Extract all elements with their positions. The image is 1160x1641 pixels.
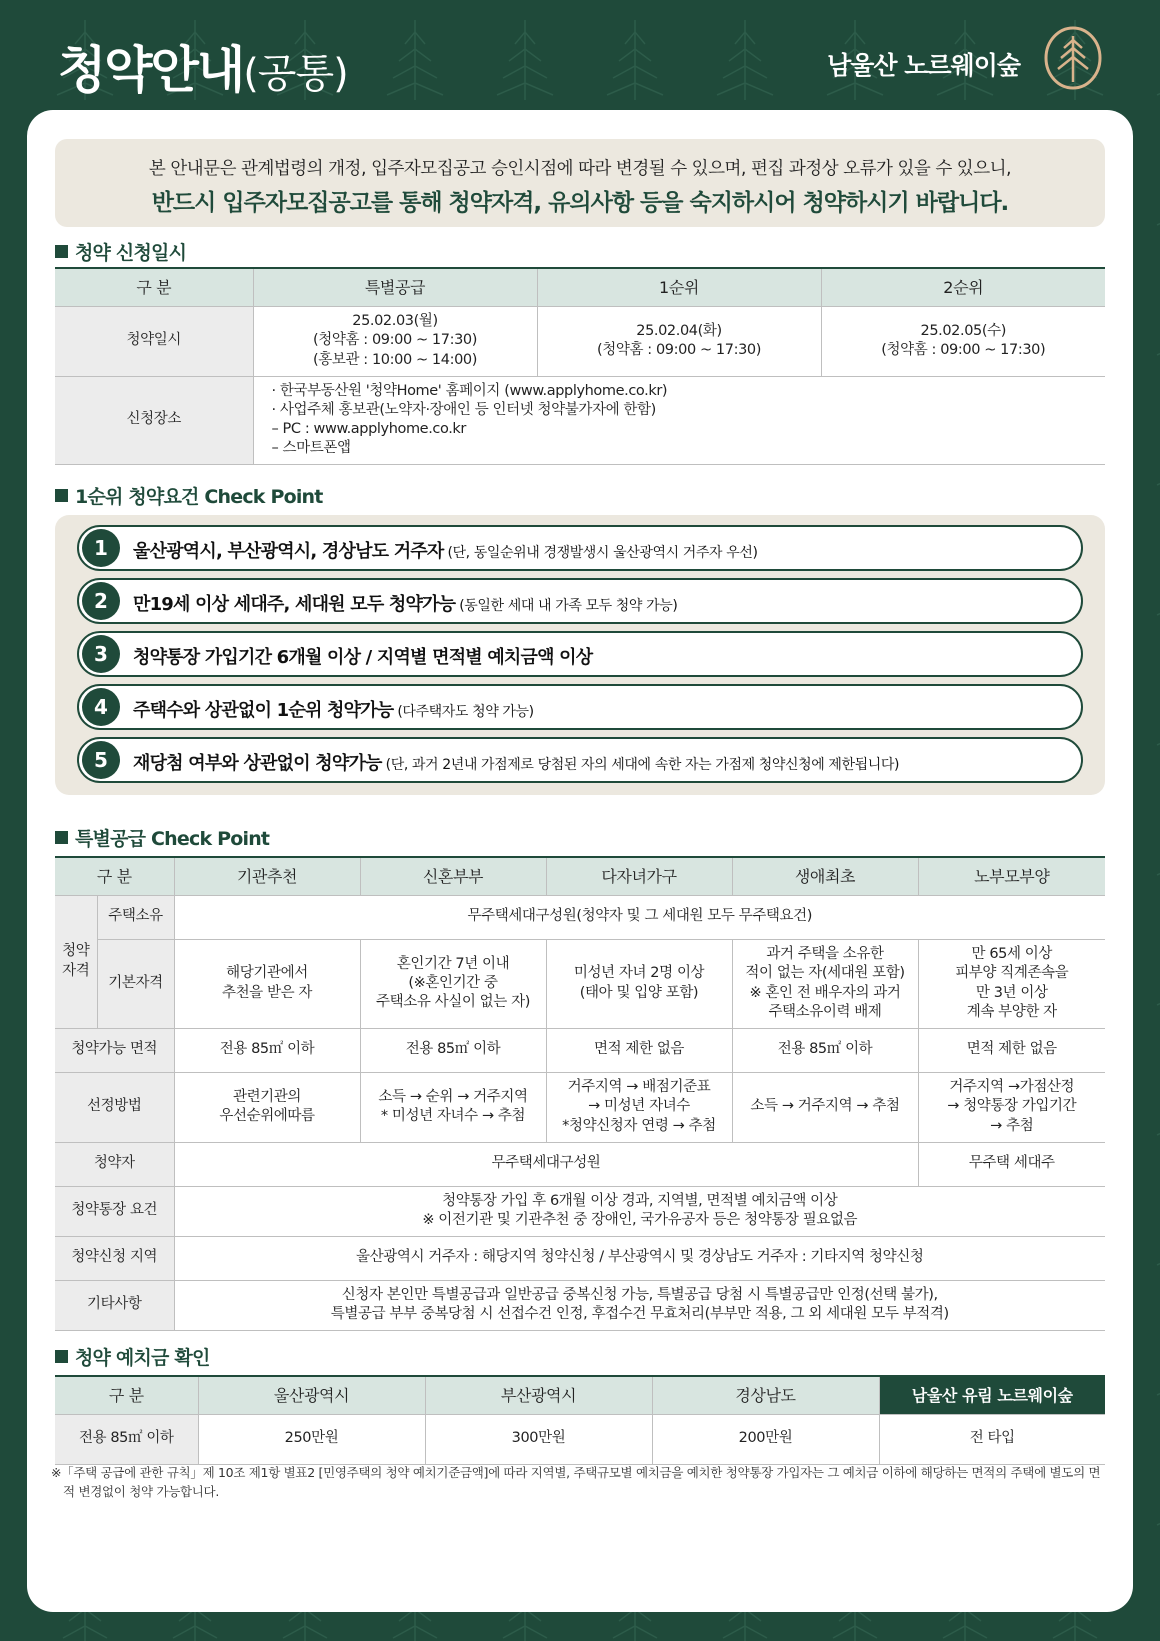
notice-line-1: 본 안내문은 관계법령의 개정, 입주자모집공고 승인시점에 따라 변경될 수 있으며, 편집 과정상 오류가 있을 수 있으니, — [148, 159, 1012, 179]
table-header: 다자녀가구 — [546, 857, 732, 895]
row-label: 주택소유 — [97, 895, 174, 939]
table-header: 신혼부부 — [360, 857, 546, 895]
area-cell: 전용 85㎡ 이하 — [360, 1028, 546, 1072]
deposit-cell: 전 타입 — [879, 1414, 1105, 1464]
special-date-cell: 25.02.03(월) (청약홈 : 09:00 ~ 17:30) (홍보관 : 10:00 ~ 14:00) — [253, 306, 537, 376]
first-rank-date-cell: 25.02.04(화) (청약홈 : 09:00 ~ 17:30) — [537, 306, 821, 376]
area-cell: 전용 85㎡ 이하 — [732, 1028, 918, 1072]
basic-cell: 과거 주택을 소유한 적이 없는 자(세대원 포함) ※ 혼인 전 배우자의 과거 주택소유이력 배제 — [732, 939, 918, 1028]
page-title: 청약안내(공통) — [58, 41, 348, 99]
table-header: 구 분 — [55, 857, 174, 895]
checkpoint-item: 2 만19세 이상 세대주, 세대원 모두 청약가능 (동일한 세대 내 가족 모두 청약 가능) — [77, 578, 1083, 624]
row-label: 기본자격 — [97, 939, 174, 1028]
table-header: 부산광역시 — [425, 1376, 652, 1414]
notice-box — [55, 139, 1105, 227]
place-list: · 한국부동산원 '청약Home' 홈페이지 (www.applyhome.co.kr) · 사업주체 홍보관(노약자·장애인 등 인터넷 청약불가자에 한함) – PC : www.applyhome.co.kr – 스마트폰앱 — [253, 376, 1105, 464]
basic-cell: 미성년 자녀 2명 이상 (태아 및 입양 포함) — [546, 939, 732, 1028]
row-label: 전용 85㎡ 이하 — [55, 1414, 198, 1464]
method-cell: 거주지역 →가점산정 → 청약통장 가입기간 → 추첨 — [918, 1072, 1105, 1142]
deposit-cell: 300만원 — [425, 1414, 652, 1464]
checkpoint-number: 1 — [82, 529, 120, 567]
checkpoint-number: 3 — [82, 635, 120, 673]
table-header: 울산광역시 — [198, 1376, 425, 1414]
checkpoint-number: 4 — [82, 688, 120, 726]
applicant-value-last: 무주택 세대주 — [918, 1142, 1105, 1186]
method-cell: 소득 → 순위 → 거주지역 * 미성년 자녀수 → 추첨 — [360, 1072, 546, 1142]
checkpoint-item: 1 울산광역시, 부산광역시, 경상남도 거주자 (단, 동일순위내 경쟁발생시 울산광역시 거주자 우선) — [77, 525, 1083, 571]
basic-cell: 혼인기간 7년 이내 (※혼인기간 중 주택소유 사실이 없는 자) — [360, 939, 546, 1028]
row-label: 청약일시 — [55, 306, 253, 376]
table-header: 2순위 — [821, 268, 1105, 306]
tree-logo-icon — [1044, 26, 1102, 90]
method-cell: 관련기관의 우선순위에따름 — [174, 1072, 360, 1142]
table-header: 구 분 — [55, 268, 253, 306]
row-label: 청약신청 지역 — [55, 1236, 174, 1280]
row-label: 청약통장 요건 — [55, 1186, 174, 1236]
row-label: 기타사항 — [55, 1280, 174, 1330]
page-header — [0, 0, 1160, 110]
table-header: 기관추천 — [174, 857, 360, 895]
housing-value: 무주택세대구성원(청약자 및 그 세대원 모두 무주택요건) — [174, 895, 1105, 939]
method-cell: 거주지역 → 배점기준표 → 미성년 자녀수 *청약신청자 연령 → 추첨 — [546, 1072, 732, 1142]
section-title-deposit: 청약 예치금 확인 — [55, 1343, 210, 1370]
area-cell: 전용 85㎡ 이하 — [174, 1028, 360, 1072]
checkpoint-number: 2 — [82, 582, 120, 620]
area-cell: 면적 제한 없음 — [546, 1028, 732, 1072]
area-cell: 면적 제한 없음 — [918, 1028, 1105, 1072]
schedule-table — [55, 267, 1105, 465]
brand-name: 남울산 노르웨이숲 — [827, 51, 1020, 80]
checkpoint-item: 5 재당첨 여부와 상관없이 청약가능 (단, 과거 2년내 가점제로 당첨된 자의 세대에 속한 자는 가점제 청약신청에 제한됩니다) — [77, 737, 1083, 783]
footnote: ※「주택 공급에 관한 규칙」제 10조 제1항 별표2 [민영주택의 청약 예치기준금액]에 따라 지역별, 주택규모별 예치금을 예치한 청약통장 가입자는 그 예치금 이하에 해당하는 면적의 주택에 별도의 면적 변경없이 청약 가능합니다. — [51, 1465, 1101, 1499]
special-supply-table — [55, 856, 1105, 1331]
section-title-special: 특별공급 Check Point — [55, 824, 269, 851]
row-label: 청약가능 면적 — [55, 1028, 174, 1072]
deposit-table — [55, 1375, 1105, 1465]
row-label: 선정방법 — [55, 1072, 174, 1142]
region-value: 울산광역시 거주자 : 해당지역 청약신청 / 부산광역시 및 경상남도 거주자 : 기타지역 청약신청 — [174, 1236, 1105, 1280]
row-label: 신청장소 — [55, 376, 253, 464]
table-header-highlight: 남울산 유림 노르웨이숲 — [879, 1376, 1105, 1414]
table-header: 특별공급 — [253, 268, 537, 306]
section-title-schedule: 청약 신청일시 — [55, 238, 186, 265]
checkpoint-item: 3 청약통장 가입기간 6개월 이상 / 지역별 면적별 예치금액 이상 — [77, 631, 1083, 677]
basic-cell: 해당기관에서 추천을 받은 자 — [174, 939, 360, 1028]
table-header: 1순위 — [537, 268, 821, 306]
deposit-cell: 200만원 — [652, 1414, 879, 1464]
table-header: 노부모부양 — [918, 857, 1105, 895]
table-header: 생애최초 — [732, 857, 918, 895]
qualification-label: 청약 자격 — [55, 895, 97, 1028]
second-rank-date-cell: 25.02.05(수) (청약홈 : 09:00 ~ 17:30) — [821, 306, 1105, 376]
row-label: 청약자 — [55, 1142, 174, 1186]
applicant-value: 무주택세대구성원 — [174, 1142, 918, 1186]
checkpoint-number: 5 — [82, 741, 120, 779]
method-cell: 소득 → 거주지역 → 추첨 — [732, 1072, 918, 1142]
table-header: 경상남도 — [652, 1376, 879, 1414]
deposit-cell: 250만원 — [198, 1414, 425, 1464]
content-card — [27, 110, 1133, 1612]
first-rank-checkpoint-box — [55, 515, 1105, 795]
etc-value: 신청자 본인만 특별공급과 일반공급 중복신청 가능, 특별공급 당첨 시 특별공급만 인정(선택 불가), 특별공급 부부 중복당첨 시 선접수건 인정, 후접수건 무효처리(부부만 적용, 그 외 세대원 모두 부적격) — [174, 1280, 1105, 1330]
section-title-first-rank: 1순위 청약요건 Check Point — [55, 482, 323, 509]
checkpoint-item: 4 주택수와 상관없이 1순위 청약가능 (다주택자도 청약 가능) — [77, 684, 1083, 730]
account-value: 청약통장 가입 후 6개월 이상 경과, 지역별, 면적별 예치금액 이상 ※ 이전기관 및 기관추천 중 장애인, 국가유공자 등은 청약통장 필요없음 — [174, 1186, 1105, 1236]
table-header: 구 분 — [55, 1376, 198, 1414]
basic-cell: 만 65세 이상 피부양 직계존속을 만 3년 이상 계속 부양한 자 — [918, 939, 1105, 1028]
notice-line-2: 반드시 입주자모집공고를 통해 청약자격, 유의사항 등을 숙지하시어 청약하시기 바랍니다. — [151, 190, 1009, 216]
